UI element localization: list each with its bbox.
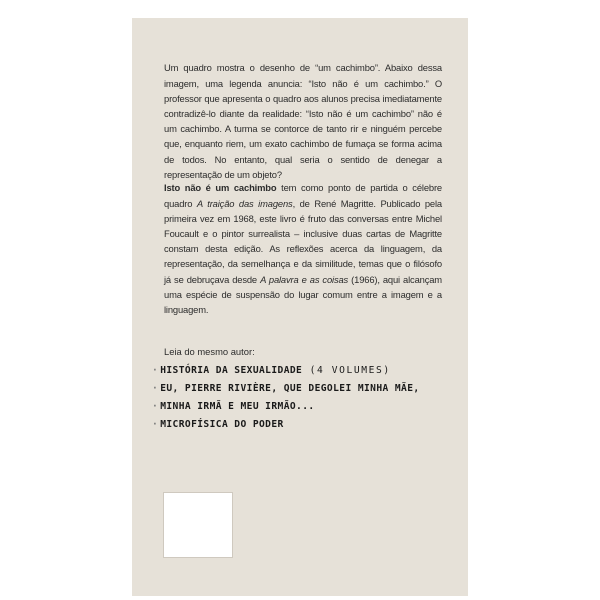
- bullet-icon: ·: [152, 383, 159, 394]
- book-title: HISTÓRIA DA SEXUALIDADE: [160, 365, 303, 376]
- synopsis-paragraph-1: Um quadro mostra o desenho de “um cachimbo”. Abaixo dessa imagem, uma legenda anuncia: “Isto não é um cachimbo.” O professor que apresenta o quadro aos alunos precisa imediatamente contradizê-lo diante da realidade: “Isto não é um cachimbo” não é um cachimbo. A turma se contorce de tanto rir e ninguém percebe que, enquanto riem, um exato cachimbo de fumaça se forma acima de todos. No entanto, qual seria o sentido de denegar a representação de um objeto?: [164, 62, 442, 180]
- list-item: [152, 380, 452, 398]
- bullet-icon: ·: [152, 419, 159, 430]
- book-title: MINHA IRMÃ E MEU IRMÃO...: [160, 401, 315, 412]
- bullet-icon: ·: [152, 401, 159, 412]
- paragraph-text: , de René Magritte. Publicado pela primeira vez em 1968, este livro é fruto das conversas entre Michel Foucault e o pintor surrealista – inclusive duas cartas de Magritte constam desta edição. As reflexões acerca da linguagem, da representação, da semelhança e da similitude, temas que o filósofo já se debruçava desde: [164, 197, 442, 285]
- barcode-placeholder: [163, 492, 233, 558]
- related-book-title: A palavra e as coisas: [260, 273, 349, 285]
- painting-title: A traição das imagens: [196, 197, 293, 209]
- list-item: [152, 416, 452, 434]
- book-title-inline: Isto não é um cachimbo: [164, 182, 277, 194]
- paragraph-text: (1966), aqui alcançam uma espécie de suspensão do lugar comum entre a imagem e a linguagem.: [164, 273, 442, 316]
- book-title: EU, PIERRE RIVIÈRE, QUE DEGOLEI MINHA MÃE,: [160, 383, 420, 394]
- volume-note: (4 VOLUMES): [302, 365, 391, 376]
- back-cover-panel: [132, 18, 468, 596]
- list-item: [152, 398, 452, 416]
- paragraph-text: tem como ponto de partida o célebre quadro: [164, 182, 442, 209]
- list-item: [152, 362, 452, 380]
- synopsis-paragraph-2: [164, 180, 442, 317]
- bullet-icon: ·: [152, 365, 159, 376]
- book-title: MICROFÍSICA DO PODER: [160, 419, 284, 430]
- other-works-list: [152, 362, 452, 434]
- other-works-heading: Leia do mesmo autor:: [164, 346, 255, 357]
